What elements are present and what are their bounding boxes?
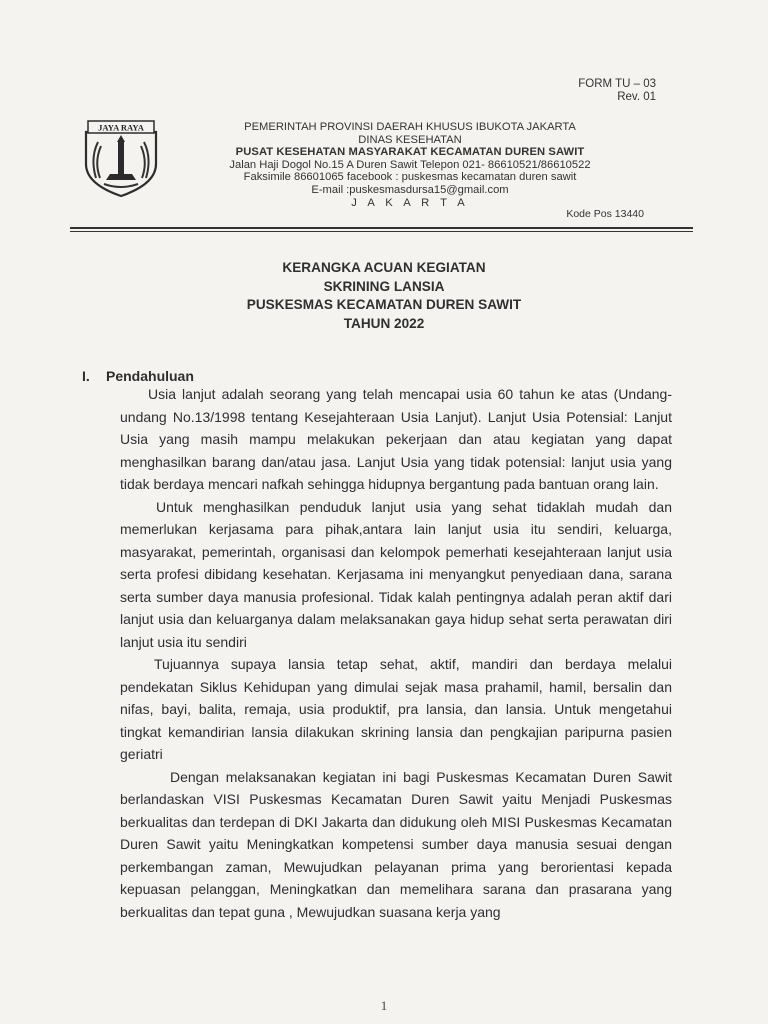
institution-name: PUSAT KESEHATAN MASYARAKAT KECAMATAN DUREN SAWIT [235,146,585,159]
section-number: I. [82,368,90,384]
letterhead-divider-thin [70,231,693,232]
logo-text: JAYA RAYA [98,122,144,133]
section-title: Pendahuluan [106,368,194,384]
department-name: DINAS KESEHATAN [358,133,462,146]
fax-facebook-line: Faksimile 86601065 facebook : puskesmas kecamatan duren sawit [243,171,577,184]
title-line-4: TAHUN 2022 [343,315,425,331]
paragraph: Usia lanjut adalah seorang yang telah mencapai usia 60 tahun ke atas (Undang-undang No.13/1998 tentang Kesejahteraan Usia Lanjut). Lanjut Usia Potensial: Lanjut Usia yang masih mampu melakukan pekerjaan dan atau kegiatan yang dapat menghasilkan barang dan/atau jasa. Lanjut Usia yang tidak potensial: lanjut usia yang tidak berdaya mencari nafkah sehingga hidupnya bergantung pada bantuan orang lain. [120,386,672,492]
body-text [120,383,672,923]
email-line: E-mail :puskesmasdursa15@gmail.com [311,183,509,196]
form-code: FORM TU – 03 [578,78,656,90]
form-code-block [578,78,656,104]
postal-code: Kode Pos 13440 [566,208,644,220]
government-name: PEMERINTAH PROVINSI DAERAH KHUSUS IBUKOTA JAKARTA [244,121,576,133]
form-revision: Rev. 01 [617,91,656,103]
paragraph: Tujuannya supaya lansia tetap sehat, aktif, mandiri dan berdaya melalui pendekatan Siklus Kehidupan yang dimulai sejak masa prahamil, hamil, bersalin dan nifas, bayi, balita, remaja, usia produktif, pra lansia, dan lansia. Untuk mengetahui tingkat kemandirian lansia dilakukan skrining lansia dan pengkajian paripurna pasien geriatri [120,656,672,762]
letterhead-divider-thick [70,227,693,229]
document-title [0,259,768,333]
city-line: J A K A R T A [351,196,469,209]
section-heading [82,368,194,384]
paragraph: Dengan melaksanakan kegiatan ini bagi Puskesmas Kecamatan Duren Sawit berlandaskan VISI Puskesmas Kecamatan Duren Sawit yaitu Menjadi Puskesmas berkualitas dan terdepan di DKI Jakarta dan didukung oleh MISI Puskesmas Kecamatan Duren Sawit yaitu Meningkatkan kompetensi sumber daya manusia sesuai dengan perkembangan zaman, Mewujudkan pelayanan prima yang berorientasi kepada kepuasan pelanggan, Meningkatkan dan memelihara sarana dan prasarana yang berkualitas dan tepat guna , Mewujudkan suasana kerja yang [120,768,672,920]
page-number: 1 [380,998,388,1013]
address-line: Jalan Haji Dogol No.15 A Duren Sawit Telepon 021- 86610521/86610522 [229,158,591,171]
jaya-raya-emblem-icon [80,118,162,198]
letterhead [170,121,650,209]
paragraph: Untuk menghasilkan penduduk lanjut usia yang sehat tidaklah mudah dan memerlukan kerjasama para pihak,antara lain lanjut usia itu sendiri, keluarga, masyarakat, pemerintah, organisasi dan kelompok pemerhati kesejahteraan lanjut usia serta profesi dibidang kesehatan. Kerjasama ini menyangkut penyediaan dana, sarana serta sumber daya manusia profesional. Tidak kalah pentingnya adalah peran aktif dari lanjut usia dan keluarganya dalam melaksanakan gaya hidup sehat serta perawatan diri lanjut usia itu sendiri [120,498,672,650]
title-line-3: PUSKESMAS KECAMATAN DUREN SAWIT [246,297,522,312]
title-line-1: KERANGKA ACUAN KEGIATAN [282,260,486,275]
title-line-2: SKRINING LANSIA [323,278,445,294]
